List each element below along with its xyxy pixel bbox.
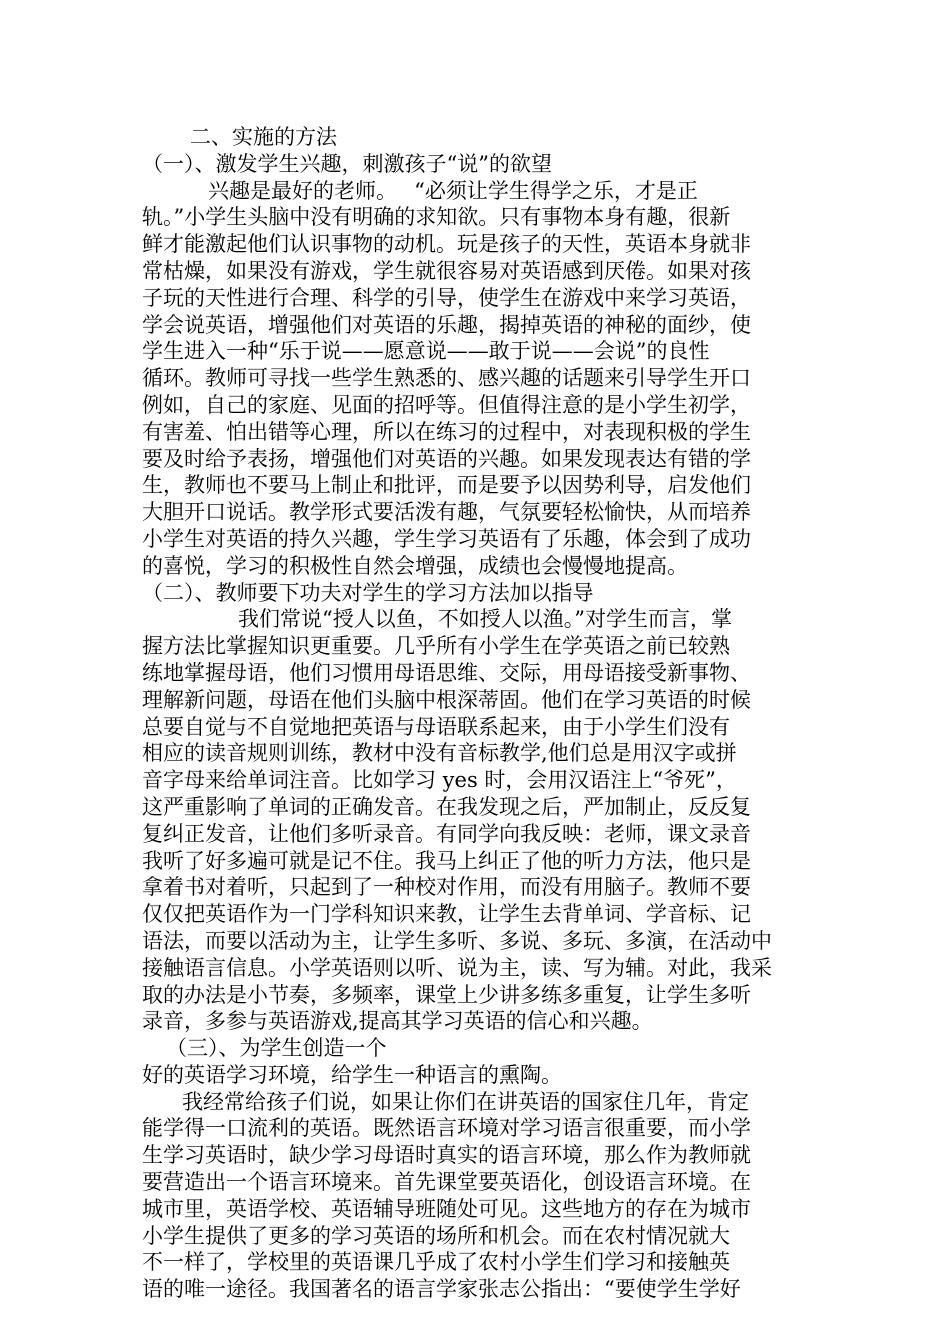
text-line: 学会说英语，增强他们对英语的乐趣，揭掉英语的神秘的面纱，使 [142, 312, 751, 337]
text-line: （二）、教师要下功夫对学生的学习方法加以指导 [142, 580, 594, 605]
text-line: 轨。”小学生头脑中没有明确的求知欲。只有事物本身有趣，很新 [142, 205, 731, 230]
text-line: 常枯燥，如果没有游戏，学生就很容易对英语感到厌倦。如果对孩 [142, 258, 751, 283]
text-line: 好的英语学习环境，给学生一种语言的熏陶。 [142, 1062, 562, 1087]
text-line: 语法，而要以活动为主，让学生多听、多说、多玩、多演，在活动中 [142, 928, 772, 953]
text-line: 大胆开口说话。教学形式要活泼有趣，气氛要轻松愉快，从而培养 [142, 500, 751, 525]
text-line: 握方法比掌握知识更重要。几乎所有小学生在学英语之前已较熟 [142, 634, 730, 659]
text-line: 要营造出一个语言环境来。首先课堂要英语化，创设语言环境。在 [142, 1170, 751, 1195]
text-line: 练地掌握母语，他们习惯用母语思维、交际，用母语接受新事物、 [142, 660, 751, 685]
text-line: 相应的读音规则训练，教材中没有音标教学,他们总是用汉字或拼 [142, 741, 737, 766]
text-line: 学生进入一种“乐于说——愿意说——敢于说——会说”的良性 [142, 339, 710, 364]
text-line: 子玩的天性进行合理、科学的引导，使学生在游戏中来学习英语， [142, 285, 751, 310]
text-line: 复纠正发音，让他们多听录音。有同学向我反映：老师，课文录音 [142, 821, 751, 846]
text-line: 的喜悦，学习的积极性自然会增强，成绩也会慢慢地提高。 [142, 553, 688, 578]
text-line: 兴趣是最好的老师。 “必须让学生得学之乐，才是正 [208, 178, 698, 203]
text-line: 我经常给孩子们说，如果让你们在讲英语的国家住几年，肯定 [182, 1089, 749, 1114]
text-line: 理解新问题，母语在他们头脑中根深蒂固。他们在学习英语的时候 [142, 687, 751, 712]
text-line: 要及时给予表扬，增强他们对英语的兴趣。如果发现表达有错的学 [142, 446, 751, 471]
text-line: 总要自觉与不自觉地把英语与母语联系起来，由于小学生们没有 [142, 714, 730, 739]
text-line: 接触语言信息。小学英语则以听、说为主，读、写为辅。对此，我采 [142, 955, 772, 980]
text-line: 鲜才能激起他们认识事物的动机。玩是孩子的天性，英语本身就非 [142, 232, 751, 257]
text-line: 这严重影响了单词的正确发音。在我发现之后，严加制止，反反复 [142, 794, 751, 819]
text-line: 小学生提供了更多的学习英语的场所和机会。而在农村情况就大 [142, 1223, 730, 1248]
text-line: （一）、激发学生兴趣，刺激孩子“说”的欲望 [142, 151, 552, 176]
text-line: 取的办法是小节奏，多频率，课堂上少讲多练多重复，让学生多听 [142, 982, 751, 1007]
text-line: 仅仅把英语作为一门学科知识来教，让学生去背单词、学音标、记 [142, 902, 751, 927]
text-line: 二、实施的方法 [190, 125, 337, 149]
text-line: 循环。教师可寻找一些学生熟悉的、感兴趣的话题来引导学生开口 [142, 366, 751, 391]
text-line: 不一样了，学校里的英语课几乎成了农村小学生们学习和接触英 [142, 1250, 730, 1275]
text-line: 例如，自己的家庭、见面的招呼等。但值得注意的是小学生初学， [142, 392, 751, 417]
text-line: 录音，多参与英语游戏,提高其学习英语的信心和兴趣。 [142, 1009, 653, 1034]
text-line: 我们常说“授人以鱼，不如授人以渔。”对学生而言，掌 [238, 607, 732, 632]
text-line: 我听了好多遍可就是记不住。我马上纠正了他的听力方法，他只是 [142, 848, 751, 873]
text-line: 生，教师也不要马上制止和批评，而是要予以因势利导，启发他们 [142, 473, 751, 498]
text-line: 小学生对英语的持久兴趣，学生学习英语有了乐趣，体会到了成功 [142, 526, 751, 551]
text-line: （三）、为学生创造一个 [166, 1036, 387, 1061]
text-line: 能学得一口流利的英语。既然语言环境对学习语言很重要，而小学 [142, 1116, 751, 1141]
text-line: 语的唯一途径。我国著名的语言学家张志公指出：“要使学生学好 [142, 1277, 741, 1302]
text-line: 有害羞、怕出错等心理，所以在练习的过程中，对表现积极的学生 [142, 419, 751, 444]
text-line: 音字母来给单词注音。比如学习 yes 时，会用汉语注上“爷死”， [142, 768, 737, 793]
text-line: 城市里，英语学校、英语辅导班随处可见。这些地方的存在为城市 [142, 1196, 751, 1221]
text-line: 拿着书对着听，只起到了一种校对作用，而没有用脑子。教师不要 [142, 875, 751, 900]
text-line: 生学习英语时，缺少学习母语时真实的语言环境，那么作为教师就 [142, 1143, 751, 1168]
document-body [142, 124, 804, 1303]
